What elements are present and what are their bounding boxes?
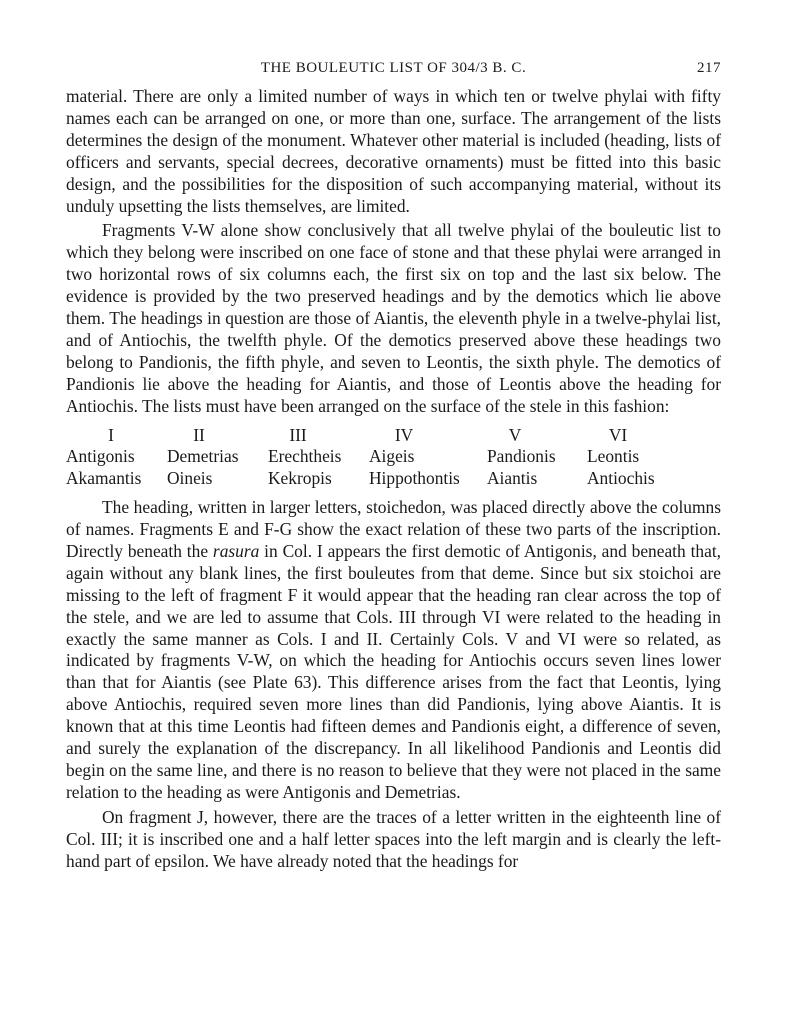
paragraph-text: The heading, written in larger letters, stoichedon, was placed directly above the columns of names. Fragments E and F-G show the exact relation of these two parts of the inscription. Directly beneath the	[66, 497, 721, 561]
paragraph-text: in Col. I appears the first demotic of Antigonis, and beneath that, again without any blank lines, the first bouleutes from that deme. Since but six stoichoi are missing to the left of fragment F it would appear that the heading ran clear across the top of the stele, and we are led to assume that Cols. III through VI were related to the heading in exactly the same manner as Cols. I and II. Certainly Cols. V and VI were so related, as indicated by fragments V-W, on which the heading for Antiochis occurs seven lines lower than that for Aiantis (see Plate 63). This difference arises from the fact that Leontis, lying above Antiochis, required seven more lines than did Pandionis, lying above Aiantis. It is known that at this time Leontis had fifteen demes and Pandionis eight, a difference of seven, and surely the explanation of the discrepancy. In all likelihood Pandionis and Leontis did begin on the same line, and there is no reason to believe that they were not placed in the same relation to the heading as were Antigonis and Demetrias.	[66, 540, 722, 802]
body-text	[66, 86, 721, 873]
column-numeral: VI	[608, 424, 628, 445]
column-numeral: V	[508, 424, 522, 445]
phyle-name: Hippothontis	[369, 467, 460, 488]
running-head	[66, 58, 721, 86]
column-numeral: II	[193, 424, 205, 445]
phyle-name: Aigeis	[369, 446, 415, 467]
top-phylai-row	[66, 446, 721, 468]
italic-term-rasura: rasura	[212, 540, 260, 561]
column-numeral: III	[289, 424, 307, 445]
paragraph-heading-relation	[66, 497, 721, 804]
phyle-name: Antigonis	[66, 446, 135, 467]
bottom-phylai-row	[66, 468, 721, 490]
running-title: THE BOULEUTIC LIST OF 304/3 B. C.	[260, 60, 527, 76]
page	[66, 58, 721, 873]
phyle-name: Erechtheis	[268, 446, 342, 467]
phyle-name: Demetrias	[167, 446, 239, 467]
column-numerals-row	[66, 425, 721, 447]
paragraph-fragments-vw: Fragments V-W alone show conclusively that all twelve phylai of the bouleutic list to which they belong were inscribed on one face of stone and that these phylai were arranged in two horizontal rows of six columns each, the first six on top and the last six below. The evidence is provided by the two preserved headings and by the demotics which lie above them. The headings in question are those of Aiantis, the eleventh phyle in a twelve-phylai list, and of Antiochis, the twelfth phyle. Of the demotics preserved above these headings two belong to Pandionis, the fifth phyle, and seven to Leontis, the sixth phyle. The demotics of Pandionis lie above the heading for Aiantis, and those of Leontis above the heading for Antiochis. The lists must have been arranged on the surface of the stele in this fashion:	[66, 220, 721, 416]
paragraph-fragment-j: On fragment J, however, there are the traces of a letter written in the eighteenth line of Col. III; it is inscribed one and a half letter spaces into the left margin and is clearly the left-hand part of epsilon. We have already noted that the headings for	[66, 806, 721, 871]
phyle-name: Antiochis	[587, 467, 655, 488]
phyle-name: Aiantis	[487, 467, 538, 488]
phyle-name: Akamantis	[66, 467, 142, 488]
page-number: 217	[697, 60, 721, 76]
phyle-name: Oineis	[167, 467, 213, 488]
phylai-arrangement-table	[66, 425, 721, 490]
column-numeral: IV	[394, 424, 414, 445]
paragraph-continuation: material. There are only a limited number of ways in which ten or twelve phylai with fifty names each can be arranged on one, or more than one, surface. The arrangement of the lists determines the design of the monument. Whatever other material is included (heading, lists of officers and servants, special decrees, decorative ornaments) must be fitted into this basic design, and the possibilities for the disposition of such accompanying material, without its unduly upsetting the lists themselves, are limited.	[66, 86, 721, 216]
phyle-name: Kekropis	[268, 467, 332, 488]
phyle-name: Leontis	[587, 446, 640, 467]
column-numeral: I	[108, 424, 114, 445]
phyle-name: Pandionis	[487, 446, 556, 467]
